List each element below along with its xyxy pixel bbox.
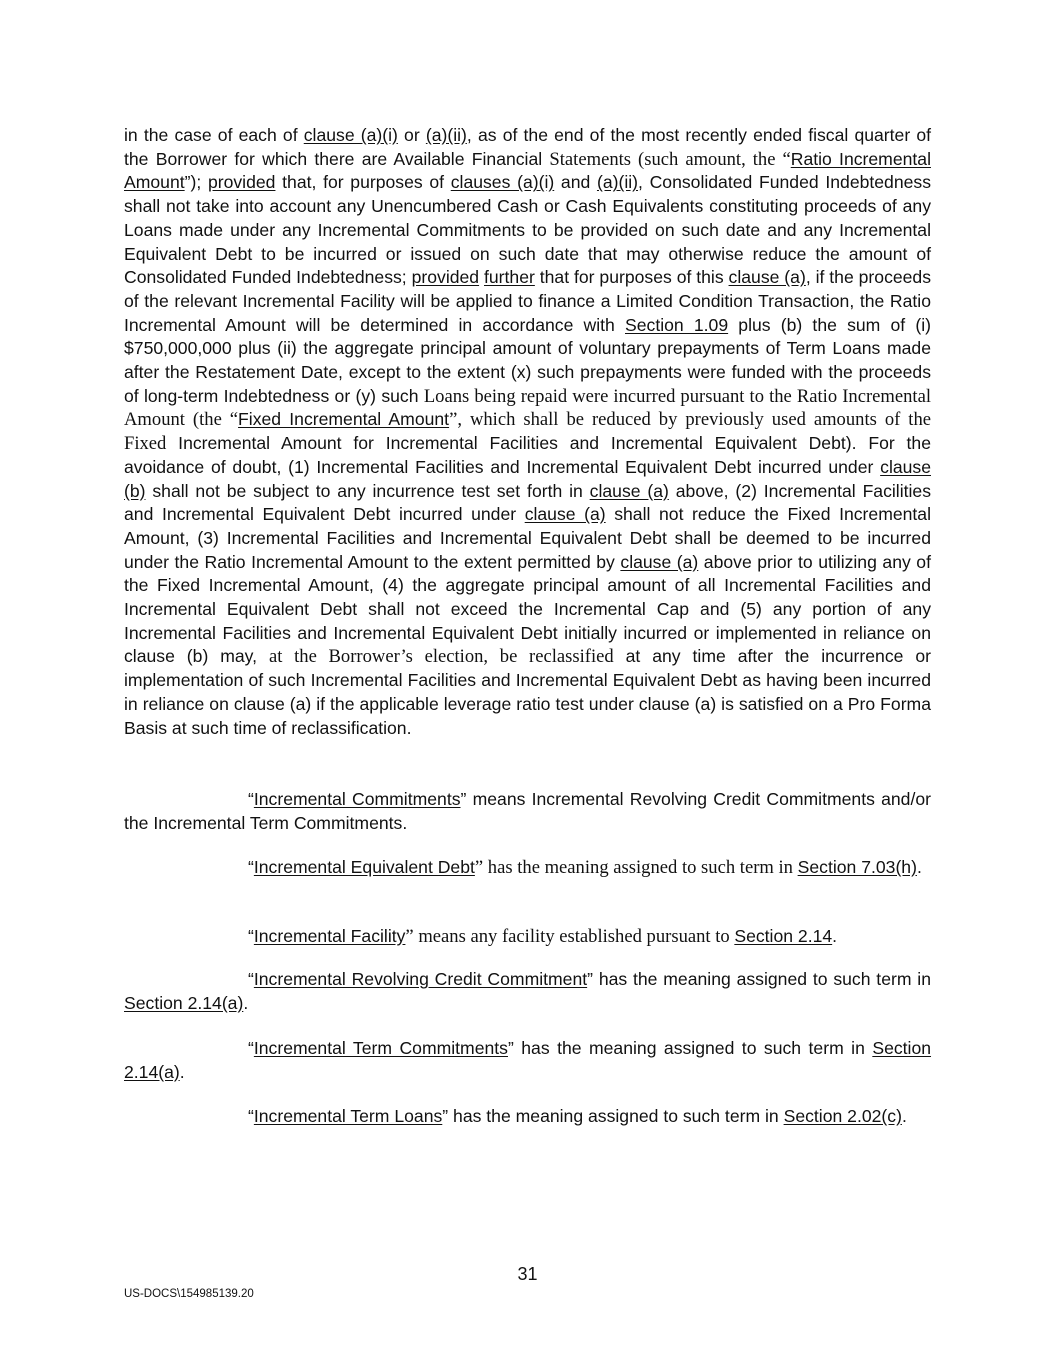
cross-reference: (a)(ii) — [425, 125, 467, 145]
period: . — [179, 1061, 185, 1082]
text-run: above prior to utilizing any of the Fixed Incremental Amount, (4) the aggregate principal amount of all Incremental Facilities and Incremental Equivalent Debt shall not exceed the Incremental Cap and (5) any portion of any Incremental Facilities and Incremental Equivalent Debt initially incurred or implemented in reliance on clause (b) may, — [124, 551, 931, 667]
cross-reference: (a)(ii) — [596, 172, 639, 193]
cross-reference: clause (a)(i) — [303, 125, 398, 145]
defined-term: Incremental Term Loans — [253, 1106, 443, 1126]
cross-reference: Section 1.09 — [625, 314, 729, 335]
emphasis-term: further — [484, 267, 535, 288]
period: . — [832, 926, 838, 946]
cross-reference: Section 2.02(c) — [783, 1106, 902, 1126]
text-run: at the Borrower’s election, be reclassified — [269, 646, 614, 668]
emphasis-term: provided — [411, 267, 480, 288]
definition-incremental-equivalent-debt — [124, 856, 931, 880]
open-quote: “ — [248, 969, 254, 989]
cross-reference: clause (a) — [589, 480, 669, 501]
definition-text: ” means any facility established pursuant to — [405, 926, 735, 947]
text-run: that for purposes of this — [534, 267, 729, 288]
text-run: , as of the end of the most recently ended fiscal quarter of the Borrower for which there are Available Financial — [124, 125, 932, 169]
cross-reference: clause (a) — [728, 267, 806, 288]
text-run: that, for purposes of — [275, 172, 451, 193]
definition-incremental-term-commitments — [124, 1037, 931, 1084]
open-quote: “ — [248, 1106, 254, 1126]
cross-reference: clause (b) — [124, 456, 931, 501]
defined-term: Incremental Revolving Credit Commitment — [253, 969, 588, 989]
period: . — [901, 1106, 907, 1126]
text-run: shall not reduce the Fixed Incremental Amount, (3) Incremental Facilities and Incremental Equivalent Debt shall be deemed to be incurred under the Ratio Incremental Amount to the extent permitted by — [124, 504, 931, 572]
defined-term: Incremental Equivalent Debt — [253, 857, 475, 877]
text-run: shall not be subject to any incurrence test set forth in — [145, 480, 590, 501]
open-quote: “ — [248, 1038, 254, 1058]
cross-reference: clause (a) — [524, 504, 606, 525]
text-run: at any time after the incurrence or implementation of such Incremental Facilities and Incremental Equivalent Debt as having been incurred in reliance on clause (a) if the applicable leverage ratio test under clause (a) is satisfied on a Pro Forma Basis at such time of reclassification. — [124, 646, 931, 738]
text-run: Statements (such amount, the “ — [549, 148, 791, 170]
definition-incremental-revolving-credit-commitment — [124, 968, 931, 1015]
cross-reference: Section 2.14 — [734, 926, 833, 946]
text-run: Loans being repaid were incurred pursuant to the Ratio Incremental Amount (the “ — [124, 385, 931, 431]
defined-term: Incremental Facility — [253, 926, 406, 946]
document-id: US-DOCS\154985139.20 — [124, 1288, 254, 1300]
cross-reference: clause (a) — [620, 551, 699, 572]
defined-term: Ratio Incremental Amount — [124, 148, 931, 193]
period: . — [243, 992, 249, 1013]
text-run: , if the proceeds of the relevant Incremental Facility will be applied to finance a Limited Condition Transaction, the Ratio Incremental Amount will be determined in accordance with — [124, 267, 932, 335]
definition-text: ” has the meaning assigned to such term in — [507, 1038, 873, 1058]
open-quote: “ — [248, 789, 254, 809]
cross-reference: Section 7.03(h) — [797, 857, 917, 877]
definition-incremental-commitments — [124, 788, 931, 835]
text-run: above, (2) Incremental Facilities and Incremental Equivalent Debt incurred under — [124, 480, 931, 525]
definition-incremental-term-loans — [124, 1105, 931, 1129]
page-number: 31 — [517, 1264, 538, 1284]
open-quote: “ — [248, 857, 254, 877]
period: . — [916, 857, 922, 877]
main-paragraph — [124, 124, 931, 740]
definition-text: ” has the meaning assigned to such term in — [474, 857, 798, 878]
text-run: or — [397, 125, 426, 145]
definition-text: ” has the meaning assigned to such term in — [442, 1106, 784, 1126]
open-quote: “ — [248, 926, 254, 946]
definition-incremental-facility — [124, 925, 931, 949]
definition-text: ” has the meaning assigned to such term in — [587, 969, 932, 989]
cross-reference: Section 2.14(a) — [124, 992, 244, 1013]
cross-reference: Section 2.14(a) — [124, 1038, 932, 1082]
text-run: in the case of each of — [124, 125, 304, 145]
text-run: , Consolidated Funded Indebtedness shall not take into account any Unencumbered Cash or Cash Equivalents constituting proceeds of any Loans made under any Incremental Commitments to be provided on such date and any Incremental Equivalent Debt to be incurred or issued on such date that may otherwise reduce the amount of Consolidated Funded Indebtedness; — [124, 172, 932, 288]
emphasis-term: provided — [207, 172, 276, 193]
defined-term: Fixed Incremental Amount — [238, 409, 450, 430]
text-run: plus (b) the sum of (i) $750,000,000 plus (ii) the aggregate principal amount of voluntary prepayments of Term Loans made after the Restatement Date, except to the extent (x) such prepayments were funded with the proceeds of long-term Indebtedness or (y) such — [124, 314, 931, 406]
text-run: ”, which shall be reduced by previously used amounts of the Fixed — [124, 409, 931, 455]
defined-term: Incremental Commitments — [253, 789, 461, 809]
defined-term: Incremental Term Commitments — [253, 1038, 508, 1058]
text-run: and — [554, 172, 597, 193]
cross-reference: clauses (a)(i) — [450, 172, 555, 193]
definition-text: ” means Incremental Revolving Credit Commitments and/or the Incremental Term Commitments. — [124, 789, 931, 833]
text-run: Incremental Amount for Incremental Facilities and Incremental Equivalent Debt). For the avoidance of doubt, (1) Incremental Facilities and Incremental Equivalent Debt incurred under — [124, 433, 931, 477]
text-run: ”); — [184, 172, 208, 193]
